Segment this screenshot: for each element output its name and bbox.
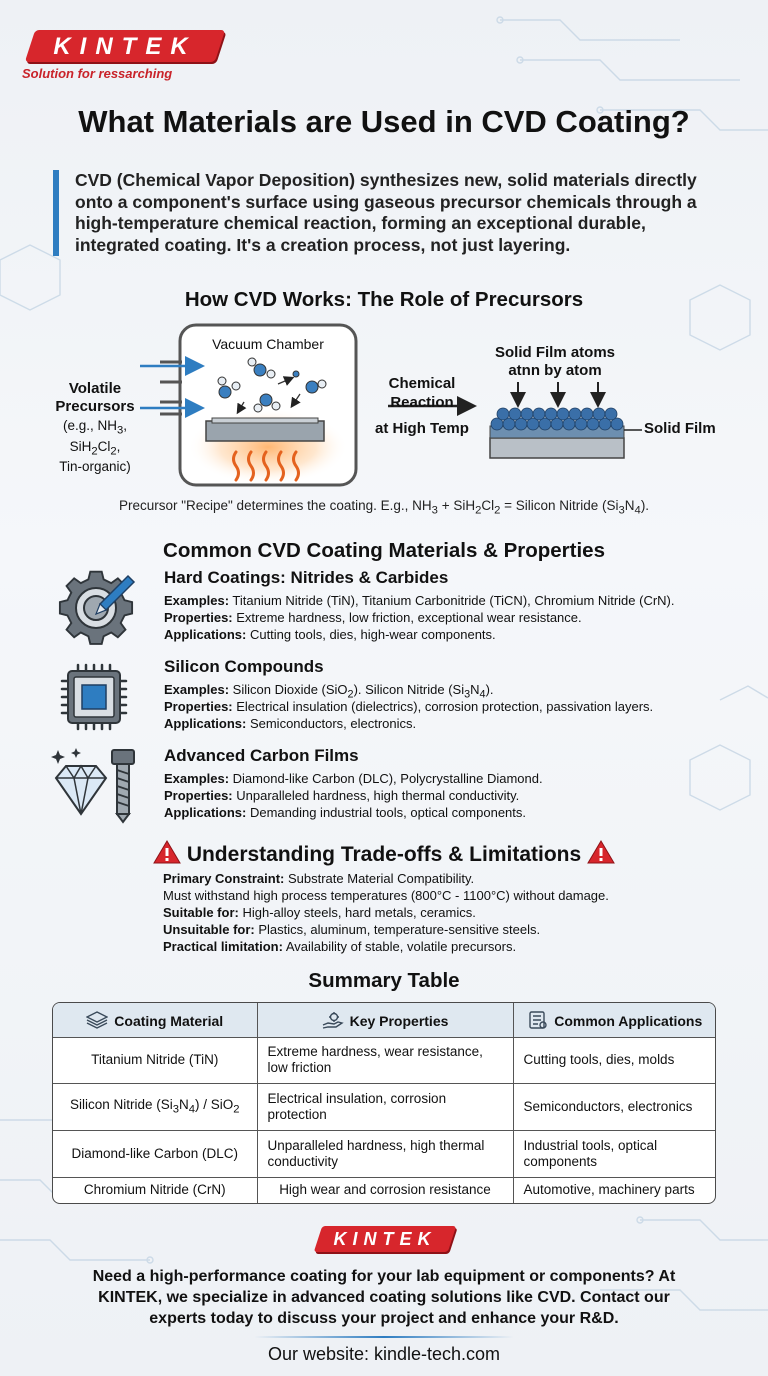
cell-properties: Unparalleled hardness, high thermal conductivity xyxy=(257,1130,513,1177)
eg2-sub2: 2 xyxy=(110,445,117,458)
material-title: Advanced Carbon Films xyxy=(164,746,359,765)
material-properties xyxy=(164,610,582,625)
film-atoms-label xyxy=(480,344,630,380)
website-link[interactable]: Our website: kindle-tech.com xyxy=(267,1344,501,1364)
reaction-line2: Reaction xyxy=(390,394,454,411)
film-atoms-line1: Solid Film atoms xyxy=(494,344,615,361)
material-applications xyxy=(164,805,526,820)
summary-table xyxy=(52,1002,716,1204)
recipe-end: ). xyxy=(640,498,650,513)
cell-properties: High wear and corrosion resistance xyxy=(257,1177,513,1203)
footer-logo-text: KINTEK xyxy=(333,1229,437,1249)
eg1-text: (e.g., NH xyxy=(62,418,117,433)
cell-applications: Automotive, machinery parts xyxy=(523,1182,695,1198)
intro-paragraph: CVD (Chemical Vapor Deposition) synthesizes new, solid materials directly onto a component's surface using gaseous precursor chemicals through a high-temperature chemical reaction, forming an exceptional durable, integrated coating. It's a creation process, not just layering. xyxy=(53,170,713,256)
diamond-screw-icon xyxy=(50,746,140,826)
properties-label: Properties: xyxy=(164,788,233,803)
cell-applications: Semiconductors, electronics xyxy=(513,1084,716,1131)
material-silicon-compounds xyxy=(50,657,730,737)
properties-text: Unparalleled hardness, high thermal conductivity. xyxy=(232,788,520,803)
warning-icon xyxy=(153,840,181,864)
kintek-logo[interactable] xyxy=(22,30,222,82)
column-header-label: Common Applications xyxy=(554,1012,703,1029)
logo-tagline: Solution for ressarching xyxy=(22,66,173,81)
examples-mid2: N xyxy=(470,682,480,697)
material-examples xyxy=(164,771,543,786)
examples-sub2: 3 xyxy=(464,688,471,701)
column-header-material xyxy=(53,1003,257,1037)
properties-label: Properties: xyxy=(164,699,233,714)
unsuitable-text: Plastics, aluminum, temperature-sensitive steels. xyxy=(254,922,541,937)
footer-divider xyxy=(254,1336,514,1338)
materials-heading: Common CVD Coating Materials & Properties xyxy=(163,539,605,562)
applications-label: Applications: xyxy=(164,805,247,820)
applications-text: Demanding industrial tools, optical components. xyxy=(246,805,526,820)
cell-material: Diamond-like Carbon (DLC) xyxy=(53,1130,257,1177)
film-atoms-line2: atnn by atom xyxy=(508,362,602,379)
cell-material: Chromium Nitride (CrN) xyxy=(53,1177,257,1203)
material-title: Silicon Compounds xyxy=(164,657,324,676)
reaction-temp-label: at High Temp xyxy=(375,420,469,437)
practical-text: Availability of stable, volatile precursors. xyxy=(282,939,517,954)
reaction-line1: Chemical xyxy=(388,375,456,392)
tradeoffs-heading-text: Understanding Trade-offs & Limitations xyxy=(186,843,582,866)
gear-tool-icon xyxy=(50,568,140,648)
row2-a: Silicon Nitride (Si xyxy=(69,1096,173,1112)
examples-pre: Silicon Dioxide (SiO xyxy=(229,682,348,697)
suitable-text: High-alloy steels, hard metals, ceramics. xyxy=(238,905,476,920)
cell-properties: Extreme hardness, wear resistance, low friction xyxy=(257,1037,513,1084)
properties-text: Extreme hardness, low friction, exceptional wear resistance. xyxy=(232,610,582,625)
eg2-mid: Cl xyxy=(97,438,111,454)
cell-material xyxy=(53,1084,257,1131)
recipe-note xyxy=(0,498,768,517)
layers-icon xyxy=(86,1011,108,1029)
how-cvd-heading: How CVD Works: The Role of Precursors xyxy=(184,288,584,311)
examples-label: Examples: xyxy=(164,771,230,786)
examples-label: Examples: xyxy=(164,593,230,608)
table-row xyxy=(53,1084,716,1131)
chip-icon xyxy=(50,657,140,737)
material-applications xyxy=(164,627,496,642)
eg1-tail: , xyxy=(123,418,128,433)
material-hard-coatings xyxy=(50,568,730,648)
table-row xyxy=(53,1037,716,1084)
practical-label: Practical limitation: xyxy=(163,939,283,954)
recipe-sub3: 2 xyxy=(494,504,501,517)
column-header-applications xyxy=(513,1003,716,1037)
recipe-mid1: + SiH xyxy=(437,498,476,513)
examples-text: Diamond-like Carbon (DLC), Polycrystalline Diamond. xyxy=(229,771,543,786)
cell-properties: Electrical insulation, corrosion protection xyxy=(257,1084,513,1131)
row2-s3: 2 xyxy=(233,1103,240,1116)
examples-mid: ). Silicon Nitride (Si xyxy=(353,682,465,697)
material-examples xyxy=(164,682,494,701)
applications-text: Cutting tools, dies, high-wear components. xyxy=(246,627,496,642)
eg1-sub: 3 xyxy=(116,424,124,437)
material-properties xyxy=(164,699,653,714)
vacuum-chamber-label: Vacuum Chamber xyxy=(212,336,324,352)
applications-text: Semiconductors, electronics. xyxy=(246,716,417,731)
properties-text: Electrical insulation (dielectrics), corrosion protection, passivation layers. xyxy=(232,699,654,714)
call-to-action: Need a high-performance coating for your lab equipment or components? At KINTEK, we specialize in advanced coating solutions like CVD. Contact our experts today to discuss your project and enhance your R&D. xyxy=(92,1268,676,1327)
withstand-temps: Must withstand high process temperatures (800°C - 1100°C) without damage. xyxy=(163,888,609,903)
suitable-for xyxy=(163,905,476,920)
examples-label: Examples: xyxy=(164,682,230,697)
recipe-pre: Precursor "Recipe" determines the coating. E.g., NH xyxy=(118,498,432,513)
cell-applications: Cutting tools, dies, molds xyxy=(513,1037,716,1084)
warning-icon xyxy=(587,840,615,864)
recipe-sub1: 3 xyxy=(431,504,438,517)
eg2-text: SiH xyxy=(69,438,92,454)
tradeoffs-heading xyxy=(0,840,768,867)
document-list-icon xyxy=(528,1011,548,1029)
table-row xyxy=(53,1177,716,1203)
precursor-example-2 xyxy=(30,439,160,460)
applications-label: Applications: xyxy=(164,627,247,642)
precursor-example-1 xyxy=(30,418,160,439)
footer-kintek-logo[interactable] xyxy=(314,1226,454,1254)
column-header-label: Coating Material xyxy=(114,1012,224,1029)
cell-material: Titanium Nitride (TiN) xyxy=(53,1037,257,1084)
row2-b: N xyxy=(179,1096,189,1112)
summary-heading: Summary Table xyxy=(308,969,460,992)
material-properties xyxy=(164,788,519,803)
material-examples xyxy=(164,593,675,608)
examples-text: Titanium Nitride (TiN), Titanium Carbonitride (TiCN), Chromium Nitride (CrN). xyxy=(229,593,675,608)
precursors-title xyxy=(30,380,160,416)
recipe-mid2: Cl xyxy=(481,498,495,513)
precursors-title-line2: Precursors xyxy=(55,398,135,415)
row2-c: ) / SiO xyxy=(195,1096,234,1112)
recipe-sub5: 4 xyxy=(634,504,641,517)
page-title: What Materials are Used in CVD Coating? xyxy=(78,104,690,139)
solid-film-label: Solid Film xyxy=(644,420,716,437)
hand-gear-icon xyxy=(322,1011,344,1029)
unsuitable-label: Unsuitable for: xyxy=(163,922,255,937)
row2-s2: 4 xyxy=(188,1103,196,1116)
examples-sub3: 4 xyxy=(479,688,486,701)
precursors-title-line1: Volatile xyxy=(68,380,122,397)
material-carbon-films xyxy=(50,746,730,826)
recipe-mid4: N xyxy=(624,498,635,513)
examples-sub1: 2 xyxy=(347,688,354,701)
material-applications xyxy=(164,716,416,731)
suitable-label: Suitable for: xyxy=(163,905,239,920)
recipe-sub2: 2 xyxy=(475,504,482,517)
reaction-label xyxy=(366,374,478,412)
logo-text: KINTEK xyxy=(53,33,197,60)
applications-label: Applications: xyxy=(164,716,247,731)
examples-end: ). xyxy=(485,682,494,697)
recipe-sub4: 3 xyxy=(618,504,625,517)
primary-label: Primary Constraint: xyxy=(163,871,285,886)
material-title: Hard Coatings: Nitrides & Carbides xyxy=(164,568,449,587)
practical-limitation xyxy=(163,939,516,954)
column-header-properties xyxy=(257,1003,513,1037)
eg2-sub1: 2 xyxy=(91,445,98,458)
primary-text: Substrate Material Compatibility. xyxy=(284,871,475,886)
table-header-row xyxy=(53,1003,716,1037)
precursors-examples xyxy=(30,418,160,475)
table-row xyxy=(53,1130,716,1177)
eg2-tail: , xyxy=(116,438,121,454)
recipe-mid3: = Silicon Nitride (Si xyxy=(500,498,619,513)
primary-constraint xyxy=(163,871,474,886)
cell-applications: Industrial tools, optical components xyxy=(513,1130,716,1177)
column-header-label: Key Properties xyxy=(349,1012,449,1029)
precursor-example-3: Tin-organic) xyxy=(59,459,131,475)
unsuitable-for xyxy=(163,922,540,937)
cvd-diagram xyxy=(0,322,768,492)
row2-s1: 3 xyxy=(172,1103,179,1116)
properties-label: Properties: xyxy=(164,610,233,625)
